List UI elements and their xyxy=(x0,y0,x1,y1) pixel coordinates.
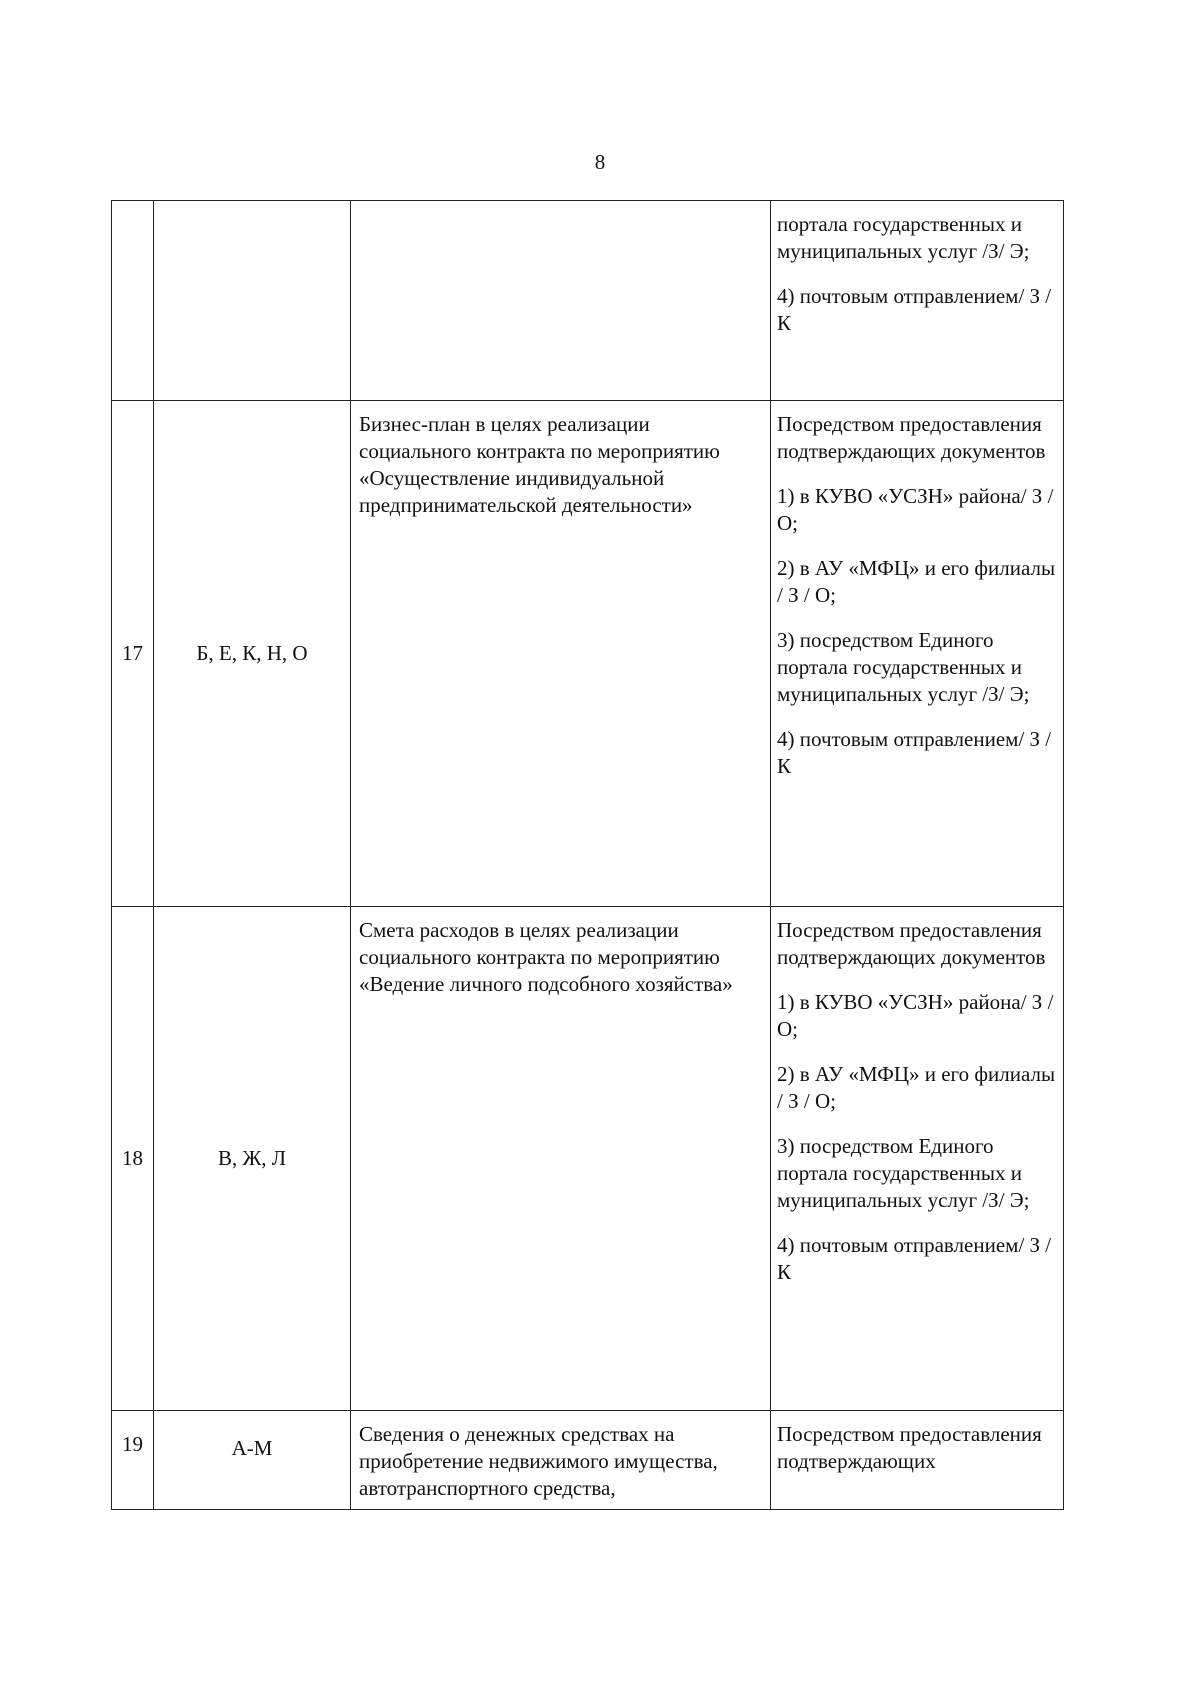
table-row-continuation xyxy=(112,201,1064,401)
submission-way-text: 1) в КУВО «УСЗН» района/ З / О; xyxy=(777,484,1054,535)
document-name-cell xyxy=(351,201,771,401)
row-number-cell: 19 xyxy=(112,1411,154,1510)
submission-way-text: 2) в АУ «МФЦ» и его филиалы / З / О; xyxy=(777,556,1056,607)
submission-way-text: Посредством предоставления подтверждающих xyxy=(777,1422,1042,1473)
submission-ways-cell xyxy=(771,907,1064,1411)
table-row-18 xyxy=(112,907,1064,1411)
document-name-cell: Бизнес-план в целях реализации социального контракта по мероприятию «Осуществление индивидуальной предпринимательской деятельности» xyxy=(351,401,771,907)
table-row-17 xyxy=(112,401,1064,907)
submission-way-text: 1) в КУВО «УСЗН» района/ З / О; xyxy=(777,990,1054,1041)
submission-way-text: Посредством предоставления подтверждающих документов xyxy=(777,918,1046,969)
submission-way-text: 4) почтовым отправлением/ З / К xyxy=(777,1233,1052,1284)
row-number-cell: 18 xyxy=(112,907,154,1411)
page-number: 8 xyxy=(594,150,606,174)
row-codes-cell xyxy=(154,201,351,401)
row-number-cell xyxy=(112,201,154,401)
submission-way-text: 3) посредством Единого портала государственных и муниципальных услуг /З/ Э; xyxy=(777,1134,1030,1212)
document-name-cell: Сведения о денежных средствах на приобретение недвижимого имущества, автотранспортного средства, xyxy=(351,1411,771,1510)
row-number-cell: 17 xyxy=(112,401,154,907)
row-codes-cell: Б, Е, К, Н, О xyxy=(154,401,351,907)
submission-way-text: Посредством предоставления подтверждающих документов xyxy=(777,412,1046,463)
row-codes-cell: А-М xyxy=(154,1411,351,1510)
table-row-19 xyxy=(112,1411,1064,1510)
submission-way-text: 4) почтовым отправлением/ З / К xyxy=(777,284,1052,335)
submission-way-text: 3) посредством Единого портала государственных и муниципальных услуг /З/ Э; xyxy=(777,628,1030,706)
documents-table xyxy=(111,200,1064,1510)
submission-ways-cell xyxy=(771,401,1064,907)
submission-ways-cell xyxy=(771,1411,1064,1510)
row-codes-cell: В, Ж, Л xyxy=(154,907,351,1411)
submission-way-text: 4) почтовым отправлением/ З / К xyxy=(777,727,1052,778)
submission-way-text: 2) в АУ «МФЦ» и его филиалы / З / О; xyxy=(777,1062,1056,1113)
submission-ways-cell xyxy=(771,201,1064,401)
submission-way-text: портала государственных и муниципальных услуг /З/ Э; xyxy=(777,212,1030,263)
document-name-cell: Смета расходов в целях реализации социального контракта по мероприятию «Ведение личного подсобного хозяйства» xyxy=(351,907,771,1411)
